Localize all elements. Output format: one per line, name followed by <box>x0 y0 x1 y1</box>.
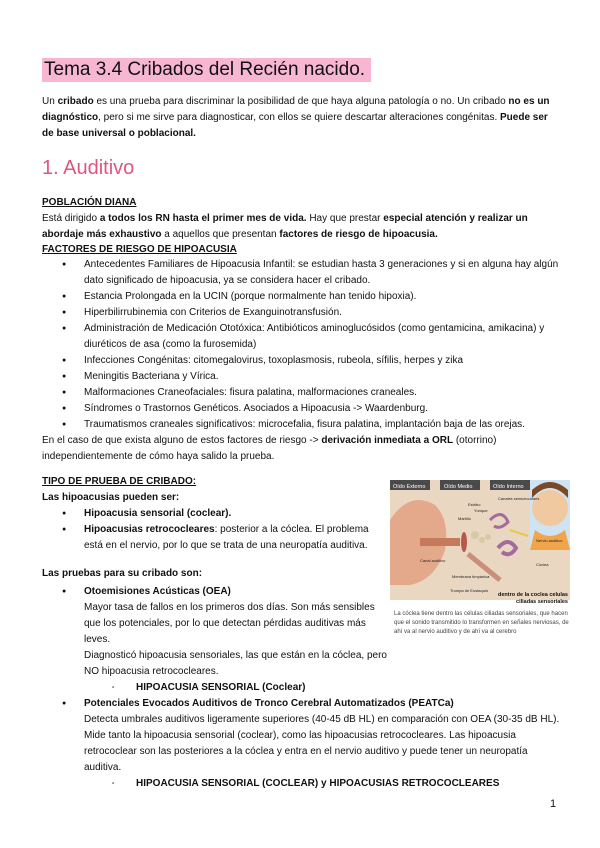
list-item: ● Otoemisiones Acústicas (OEA) Mayor tasa de fallos en los primeros dos días. Son más sensibles que los potenciales, por lo que detectan pérdidas auditivas más leves. Diagnosticó hipoacusia sensoriales, las que están en la cóclea, pero NO hipoacusia retrococleares. - HIPOACUSIA SENSORIAL (Coclear) <box>62 584 562 696</box>
figure-label: Canales semicirculares <box>498 496 540 501</box>
figure-label: Martillo <box>458 516 471 521</box>
oea-text-1: Mayor tasa de fallos en los primeros dos días. Son más sensibles que los potenciales, por lo que detectan pérdidas auditivas más leves. <box>84 602 375 645</box>
list-item: ● Síndromes o Trastornos Genéticos. Asociados a Hipoacusia -> Waardenburg. <box>62 401 562 417</box>
list-item: ● Meningitis Bacteriana y Vírica. <box>62 369 562 385</box>
poblacion-section <box>42 195 562 465</box>
figure-label: Oído Interno <box>493 484 524 490</box>
oea-dash-list <box>112 680 562 696</box>
section-heading-auditivo: 1. Auditivo <box>42 157 135 179</box>
list-item: ● Hipoacusia sensorial (coclear). <box>62 506 382 522</box>
ear-anatomy-image <box>390 480 570 600</box>
peat-text: Detecta umbrales auditivos ligeramente superiores (40-45 dB HL) en comparación con OEA (30-35 dB HL). Mide tanto la hipoacusia sensorial (coclear), como las hipoacusias retrococleares. Las hipoacusia retrococlear son las posteriores a la cóclea y entra en el nervio auditivo y puede tener un neuropatía auditiva. <box>84 714 560 773</box>
figure-label: Membrana timpánica <box>452 574 490 579</box>
intro-paragraph: Un cribado es una prueba para discriminar la posibilidad de que haya alguna patología o no. Un cribado no es un diagnóstico, pero si me sirve para diagnosticar, con ellos se quiere descartar alteraciones congénitas. Puede ser de base universal o poblacional. <box>42 96 550 139</box>
list-item: ● Malformaciones Craneofaciales: fisura palatina, malformaciones craneales. <box>62 385 562 401</box>
list-item: ● Antecedentes Familiares de Hipoacusia Infantil: se estudian hasta 3 generaciones y si en alguna hay algún dato significado de hipoacusia, ya se considera hacer el cribado. <box>62 257 562 289</box>
figure-side-caption: dentro de la coclea celulas ciliadas sensoriales <box>497 592 568 605</box>
list-item: ● Hiperbilirrubinemia con Criterios de Exanguinotransfusión. <box>62 305 562 321</box>
tipo-section <box>42 474 382 554</box>
figure-label: Estribo <box>468 502 481 507</box>
pruebas-sub: Las pruebas para su cribado son: <box>42 568 203 579</box>
list-item: ● Traumatismos craneales significativos: microcefalia, fisura palatina, implantación baja de las orejas. <box>62 417 562 433</box>
page-number: 1 <box>550 798 557 810</box>
figure-label: Cóclea <box>536 562 549 567</box>
figure-label: Oído Externo <box>393 484 426 490</box>
list-item: ● Infecciones Congénitas: citomegalovirus, toxoplasmosis, rubeola, sífilis, herpes y zika <box>62 353 562 369</box>
list-item: ● Potenciales Evocados Auditivos de Tronco Cerebral Automatizados (PEATCa) Detecta umbrales auditivos ligeramente superiores (40-45 dB HL) en comparación con OEA (30-35 dB HL). Mide tanto la hipoacusia sensorial (coclear), como las hipoacusias retrococleares. Las hipoacusia retrococlear son las posteriores a la cóclea y entra en el nervio auditivo y puede tener un neuropatía auditiva. - HIPOACUSIA SENSORIAL (COCLEAR) y HIPOACUSIAS RETROCOCLEARES <box>62 696 562 792</box>
list-item: ● Estancia Prolongada en la UCIN (porque normalmente han tenido hipoxia). <box>62 289 562 305</box>
figure-label: Canal auditivo <box>420 558 446 563</box>
poblacion-text: Está dirigido a todos los RN hasta el primer mes de vida. Hay que prestar especial atención y realizar un abordaje más exhaustivo a aquellos que presentan factores de riesgo de hipoacusia. <box>42 213 528 240</box>
page-title: Tema 3.4 Cribados del Recién nacido. <box>42 58 371 82</box>
factores-conclusion: En el caso de que exista alguno de estos factores de riesgo -> derivación inmediata a ORL (otorrino) independientemente de cómo haya salido la prueba. <box>42 435 497 462</box>
list-item: ● Administración de Medicación Ototóxica: Antibióticos aminoglucósidos (como gentamicina, amikacina) y diuréticos de asa (como la furosemida) <box>62 321 562 353</box>
hipoacusias-list <box>62 506 382 554</box>
tipo-sub: Las hipoacusias pueden ser: <box>42 492 180 503</box>
list-item: - HIPOACUSIA SENSORIAL (Coclear) <box>112 680 562 696</box>
figure-label: Yunque <box>474 508 488 513</box>
ear-anatomy-figure <box>390 480 570 640</box>
factores-list <box>62 257 562 433</box>
figure-caption: La cóclea tiene dentro las células ciliadas sensoriales, que hacen que el sonido transmitido lo transformen en señales nerviosas, de ahí va al nervio auditivo y de ahí va al cerebro <box>394 611 569 635</box>
list-item: - HIPOACUSIA SENSORIAL (COCLEAR) y HIPOACUSIAS RETROCOCLEARES <box>112 776 562 792</box>
tipo-heading: TIPO DE PRUEBA DE CRIBADO: <box>42 476 197 487</box>
list-item: ● Hipoacusias retrococleares: posterior a la cóclea. El problema está en el nervio, por lo que se trata de una neuropatía auditiva. <box>62 522 382 554</box>
peat-dash-list <box>112 776 562 792</box>
figure-label: Oído Medio <box>444 484 473 490</box>
figure-label: Nervio auditivo <box>536 538 563 543</box>
poblacion-heading: POBLACIÓN DIANA <box>42 197 137 208</box>
figure-label: Trompa de Eustaquio <box>450 588 489 593</box>
factores-heading: FACTORES DE RIESGO DE HIPOACUSIA <box>42 244 237 255</box>
oea-text-2: Diagnosticó hipoacusia sensoriales, las que están en la cóclea, pero NO hipoacusia retrococleares. <box>84 650 387 677</box>
